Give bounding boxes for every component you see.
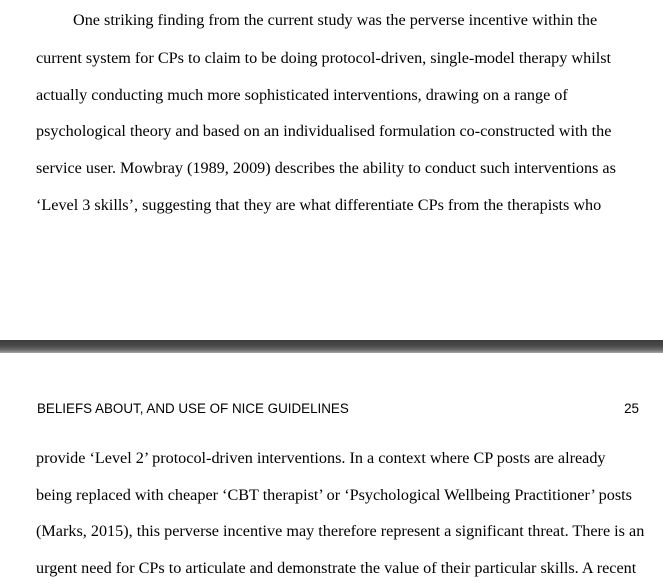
body-text-line: actually conducting much more sophisticated interventions, drawing on a range of (36, 86, 568, 104)
body-text-line: provide ‘Level 2’ protocol-driven interventions. In a context where CP posts are already (36, 449, 606, 467)
body-text-line: current system for CPs to claim to be doing protocol-driven, single-model therapy whilst (36, 49, 611, 67)
body-text-line: service user. Mowbray (1989, 2009) describes the ability to conduct such interventions as (36, 159, 616, 177)
body-text-line: (Marks, 2015), this perverse incentive may therefore represent a significant threat. There is an (36, 522, 645, 540)
body-text-line: psychological theory and based on an individualised formulation co-constructed with the (36, 122, 612, 140)
body-text-line: ‘Level 3 skills’, suggesting that they are what differentiate CPs from the therapists who (36, 196, 602, 214)
page-number: 25 (624, 401, 639, 416)
body-text-line: being replaced with cheaper ‘CBT therapist’ or ‘Psychological Wellbeing Practitioner’ posts (36, 486, 632, 504)
document-page-bottom (0, 353, 663, 585)
body-text-line: urgent need for CPs to articulate and demonstrate the value of their particular skills. A recent (36, 559, 637, 577)
body-text-line: One striking finding from the current study was the perverse incentive within the (73, 11, 598, 29)
running-head: BELIEFS ABOUT, AND USE OF NICE GUIDELINES (37, 401, 349, 416)
page-separator (0, 340, 663, 353)
